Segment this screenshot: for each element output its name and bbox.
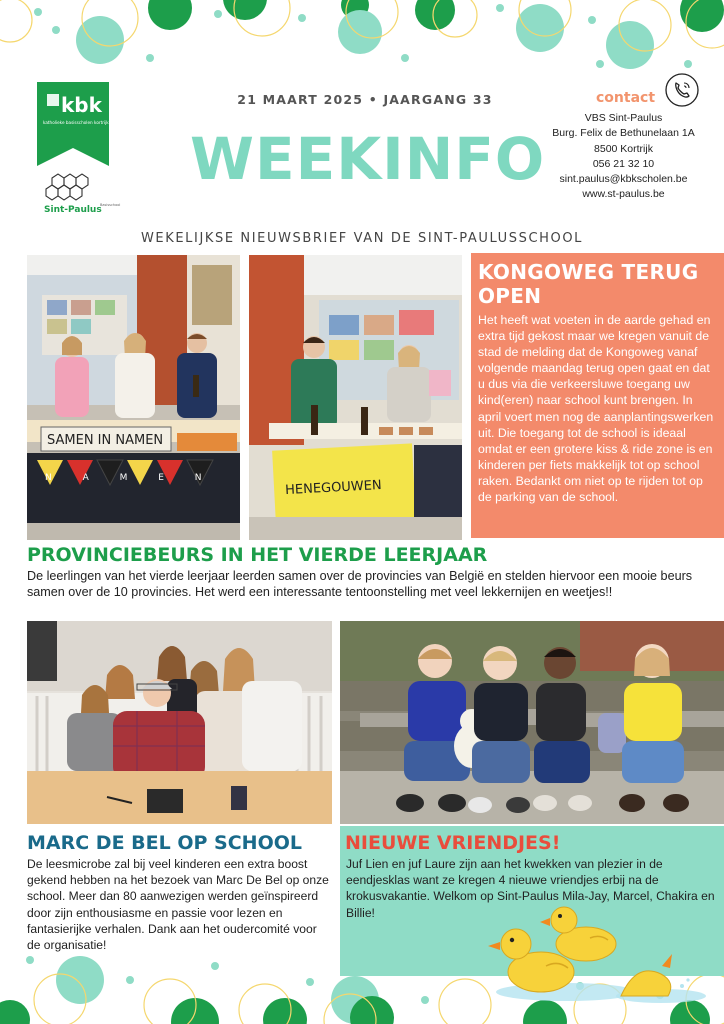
contact-details (536, 111, 711, 203)
banner-henegouwen: HENEGOUWEN (284, 478, 383, 499)
contact-label: contact (596, 90, 656, 106)
marc-de-bel-title: MARC DE BEL OP SCHOOL (27, 832, 302, 854)
kbk-logo-text: kbk (61, 93, 102, 117)
ducks-illustration (486, 904, 716, 1004)
provinciebeurs-body: De leerlingen van het vierde leerjaar leerden samen over de provincies van België en stelden hiervoor een mooie beurs samen over de 10 provincies. Het werd een interessante tentoonstelling met veel lekkernijen en weetjes!! (27, 569, 693, 600)
photo-marc-de-bel (27, 621, 332, 824)
sint-paulus-logo-text: Sint-Paulus (44, 205, 102, 215)
nieuwe-vriendjes-title: NIEUWE VRIENDJES! (345, 832, 561, 854)
newsletter-title: WEEKINFO (190, 125, 546, 193)
banner-samen-in-namen: SAMEN IN NAMEN (47, 433, 164, 448)
contact-school: VBS Sint-Paulus (584, 112, 663, 124)
nieuwe-vriendjes-body: Juf Lien en juf Laure zijn aan het kwekken van plezier in de eendjesklas want ze kregen 4 nieuwe vriendjes erbij na de krokusvakantie. Welkom op Sint-Paulus Mila-Jay, Marcel, Chakira en Billie! (346, 857, 715, 920)
contact-website[interactable]: www.st-paulus.be (582, 188, 665, 201)
newsletter-subtitle: WEKELIJKSE NIEUWSBRIEF VAN DE SINT-PAULUSSCHOOL (140, 231, 584, 246)
contact-phone: 056 21 32 10 (592, 157, 655, 170)
contact-street: Burg. Felix de Bethunelaan 1A (552, 127, 695, 140)
kbk-logo-tagline: katholieke basisscholen kortrijk vzw (43, 120, 119, 125)
contact-city: 8500 Kortrijk (594, 142, 653, 155)
sint-paulus-logo (42, 168, 121, 218)
photo-provincie-namen (27, 255, 240, 540)
kongoweg-article (471, 253, 724, 538)
issue-date: 21 MAART 2025 • JAARGANG 33 (237, 92, 493, 107)
kongoweg-body: Het heeft wat voeten in de aarde gehad en extra tijd gekost maar we kregen vanuit de stad de melding dat de Kongoweg vanaf volgende maandag terug open gaat en dat u dus via die verkeersluwe toegang uw kind(eren) naar school kunt brengen. In april voert men nog de aanplantingswerken uit. Die toegang tot de school is ideaal omdat er een grotere kiss & ride zone is en kinderen per fiets makkelijk tot op school raken. Bedankt om niet op te rijden tot op de parking van de school. (478, 313, 714, 505)
marc-de-bel-body: De leesmicrobe zal bij veel kinderen een extra boost gekend hebben na het bezoek van Marc De Bel op onze school. Meer dan 80 aanwezigen werden geïnspireerd door zijn enthousiasme en passie voor lezen en fantasierijke verhalen. Dank aan het oudercomité voor de organisatie! (27, 857, 329, 953)
kbk-logo (37, 82, 119, 166)
provinciebeurs-title: PROVINCIEBEURS IN HET VIERDE LEERJAAR (27, 544, 488, 566)
kongoweg-title: KONGOWEG TERUG OPEN (478, 260, 699, 308)
sint-paulus-logo-small: Basisschool (100, 203, 121, 207)
banner-namen-letters: N A M E N (45, 473, 216, 483)
phone-icon (664, 72, 700, 112)
contact-email[interactable]: sint.paulus@kbkscholen.be (559, 173, 688, 186)
photo-provincie-henegouwen (249, 255, 462, 540)
photo-nieuwe-vriendjes (340, 621, 724, 824)
